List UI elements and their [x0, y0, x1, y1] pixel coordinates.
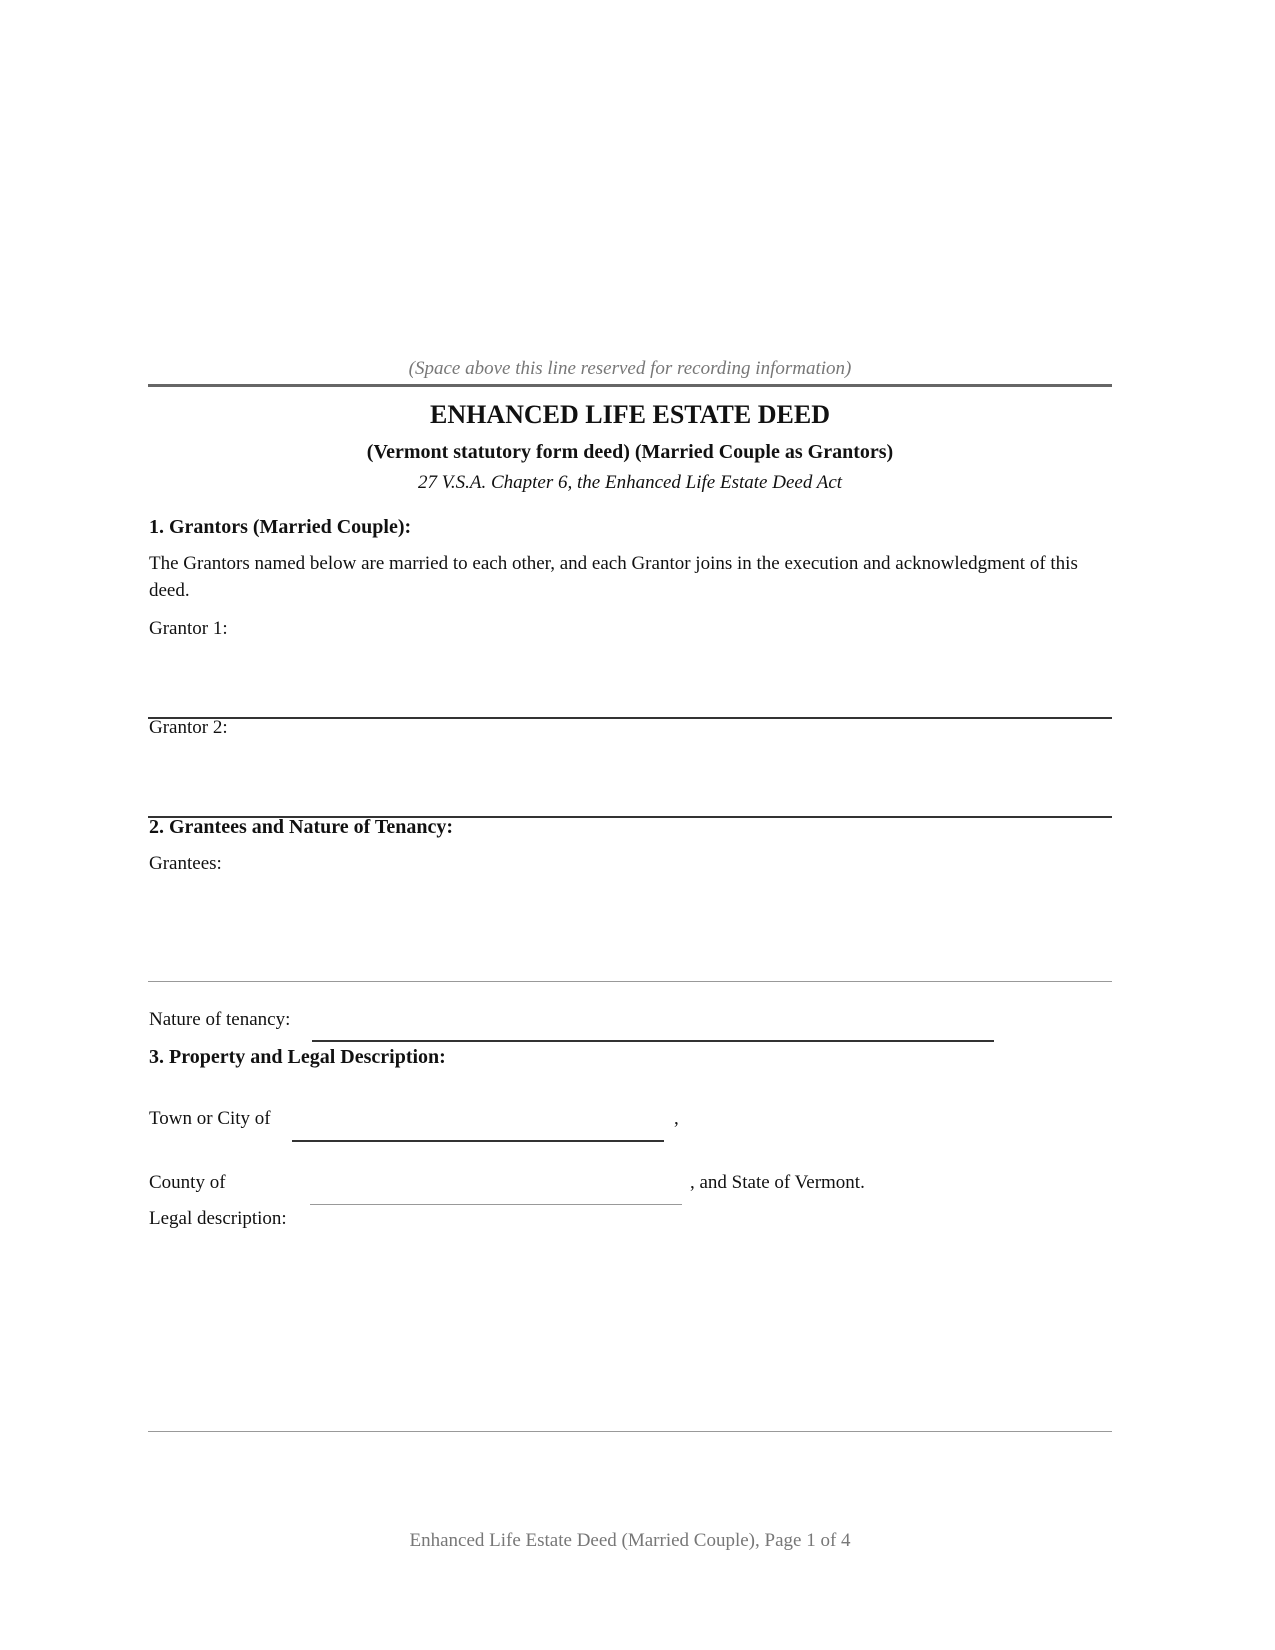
section-1-heading: 1. Grantors (Married Couple):	[149, 516, 412, 538]
county-suffix: , and State of Vermont.	[690, 1172, 865, 1193]
legal-description-field[interactable]	[148, 1431, 1112, 1432]
town-label: Town or City of	[149, 1108, 271, 1129]
grantor-2-label: Grantor 2:	[149, 717, 228, 738]
county-label: County of	[149, 1172, 226, 1193]
statute-reference: 27 V.S.A. Chapter 6, the Enhanced Life Estate Deed Act	[417, 472, 843, 493]
town-suffix: ,	[674, 1108, 679, 1129]
county-field[interactable]	[310, 1204, 682, 1205]
grantor-1-label: Grantor 1:	[149, 618, 228, 639]
recording-space-divider	[148, 384, 1112, 387]
tenancy-label: Nature of tenancy:	[149, 1009, 291, 1030]
page-footer: Enhanced Life Estate Deed (Married Couple), Page 1 of 4	[409, 1530, 851, 1551]
tenancy-field[interactable]	[312, 1040, 994, 1042]
grantees-field[interactable]	[148, 981, 1112, 982]
legal-description-label: Legal description:	[149, 1208, 287, 1229]
grantees-label: Grantees:	[149, 853, 222, 874]
section-2-heading: 2. Grantees and Nature of Tenancy:	[149, 816, 454, 838]
recording-space-note: (Space above this line reserved for recording information)	[408, 358, 852, 379]
document-title: ENHANCED LIFE ESTATE DEED	[430, 400, 830, 429]
town-field[interactable]	[292, 1140, 664, 1142]
grantor-1-field[interactable]	[148, 717, 1112, 719]
section-1-intro: The Grantors named below are married to each other, and each Grantor joins in the execution and acknowledgment of this deed.	[149, 553, 1078, 601]
section-3-heading: 3. Property and Legal Description:	[149, 1046, 446, 1068]
document-subtitle: (Vermont statutory form deed) (Married Couple as Grantors)	[366, 441, 894, 463]
